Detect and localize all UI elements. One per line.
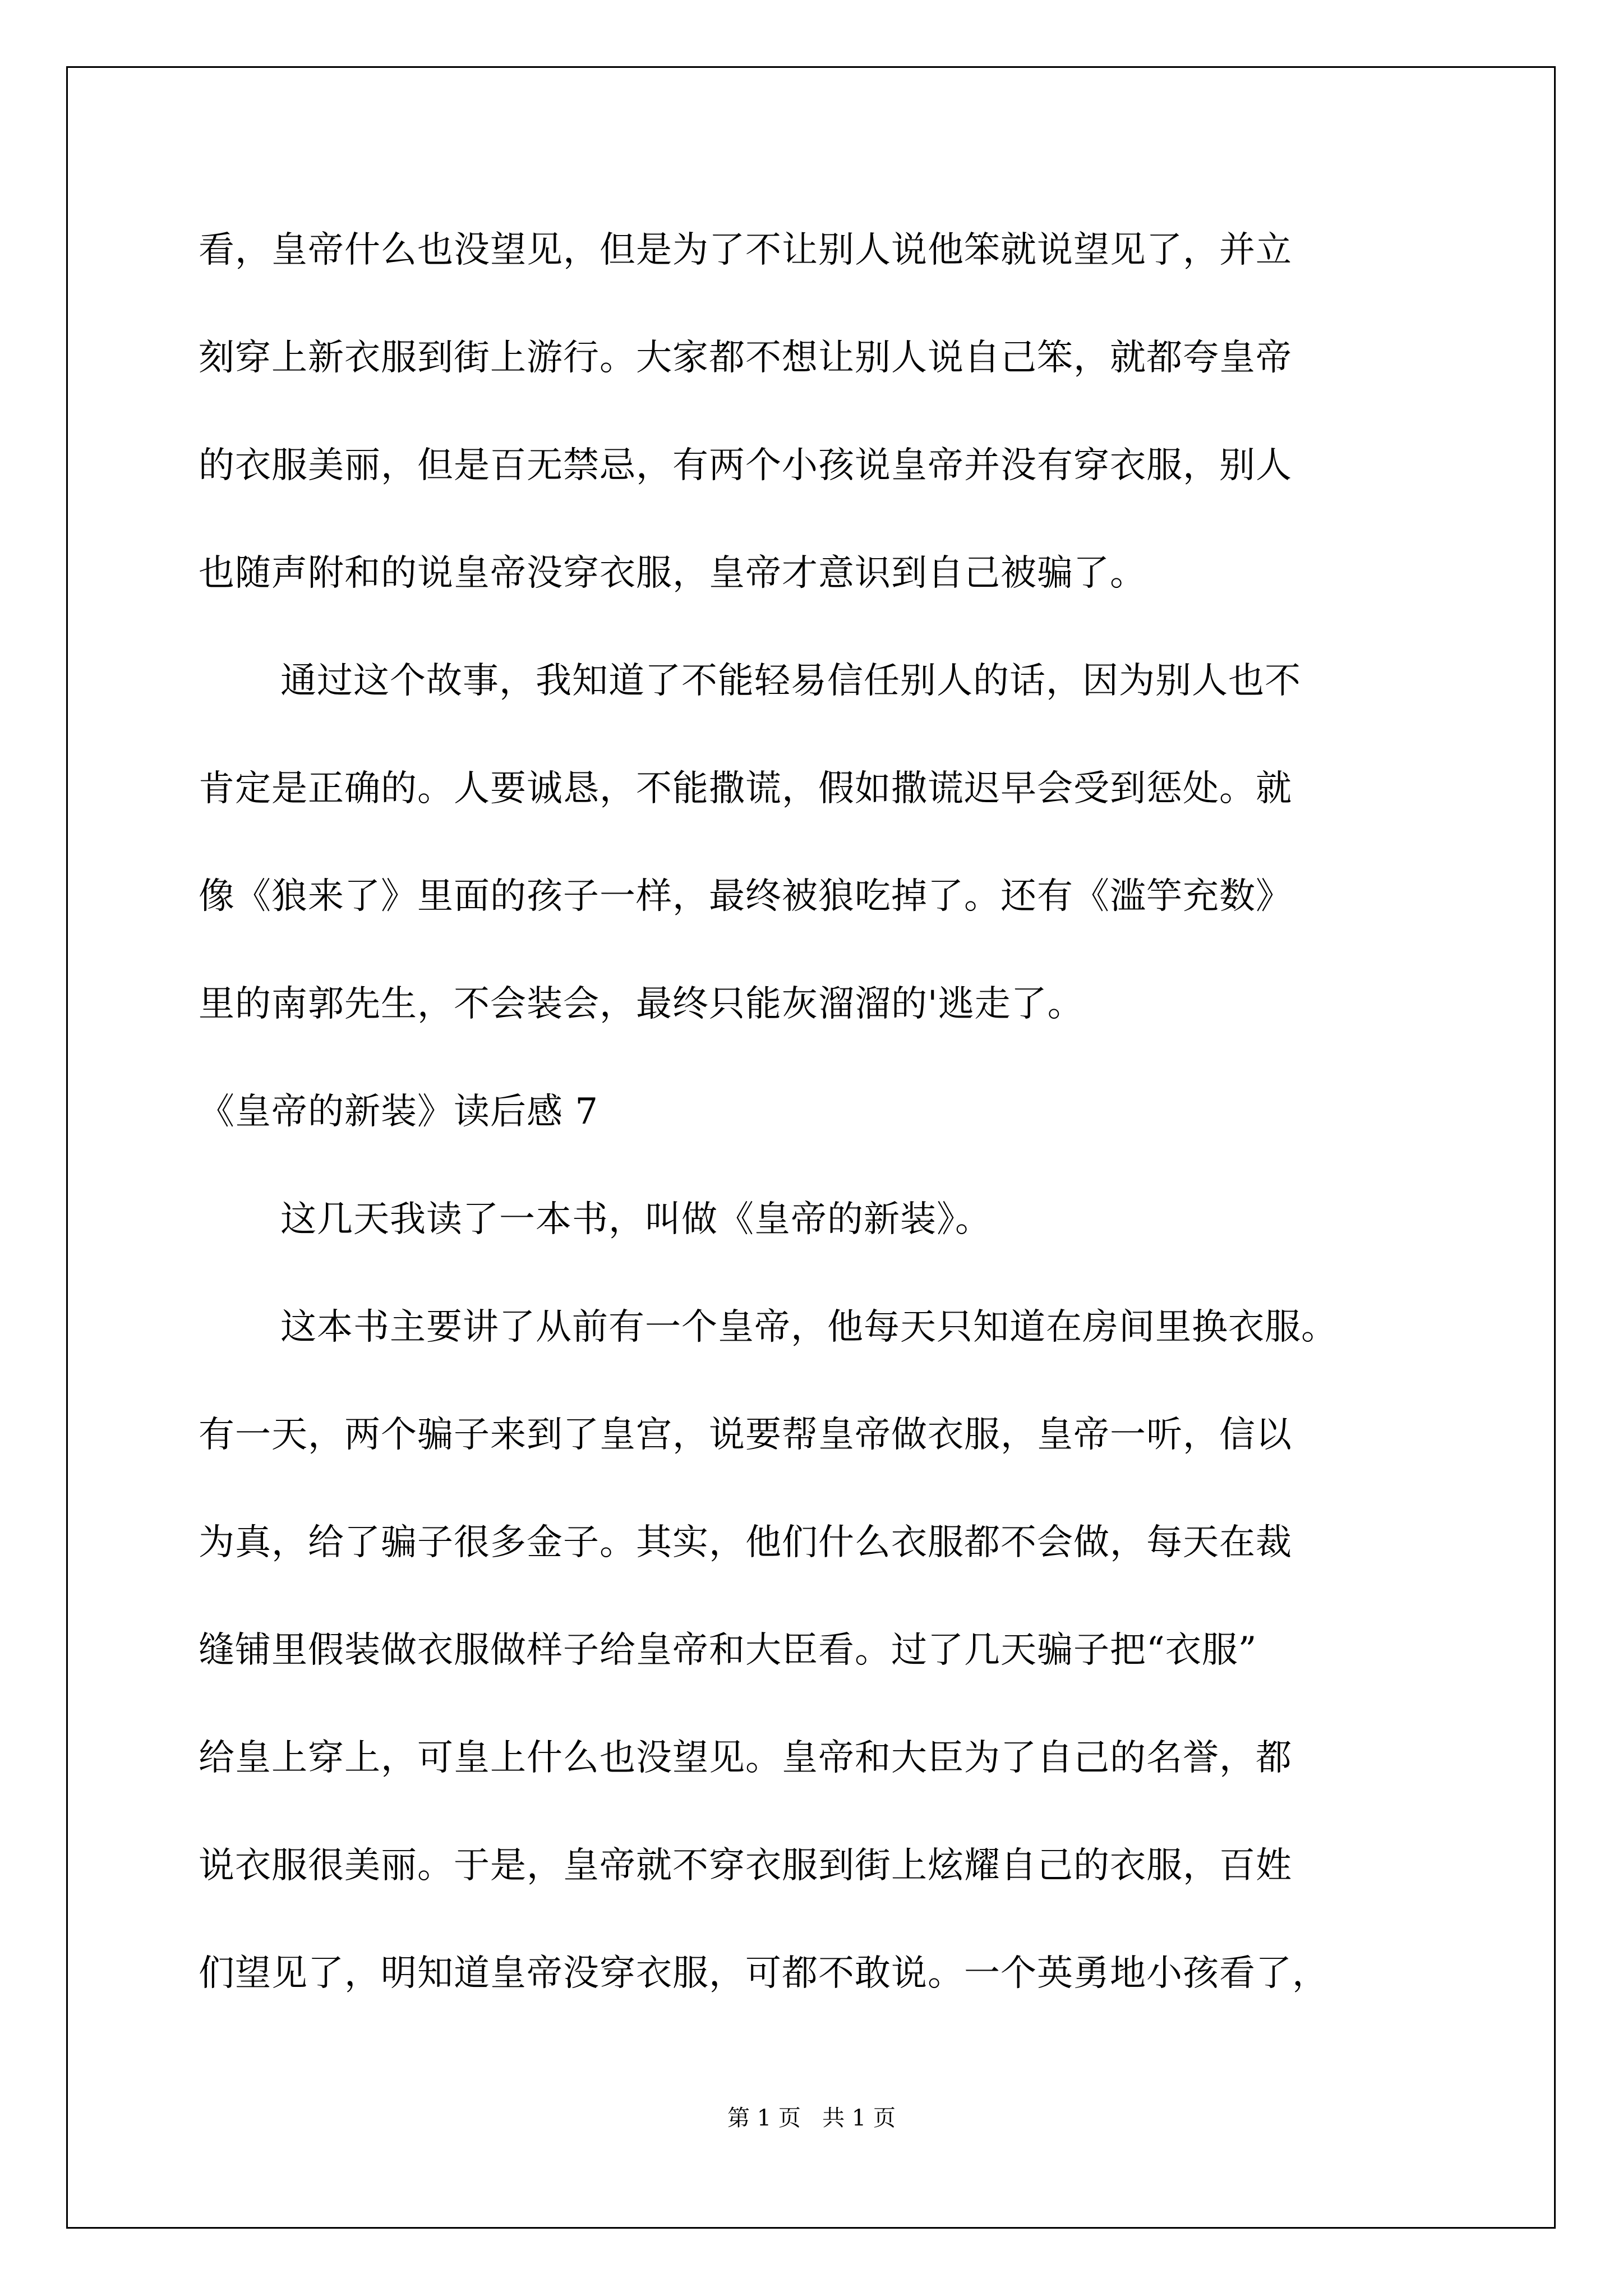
paragraph-first-line: 通过这个故事，我知道了不能轻易信任别人的话，因为别人也不 [280, 660, 1301, 702]
section-heading: 《皇帝的新装》读后感 7 [199, 1091, 599, 1133]
text-line: 也随声附和的说皇帝没穿衣服，皇帝才意识到自己被骗了。 [199, 553, 1146, 594]
paragraph-first-line: 这几天我读了一本书，叫做《皇帝的新装》。 [280, 1199, 992, 1240]
text-line: 的衣服美丽，但是百无禁忌，有两个小孩说皇帝并没有穿衣服，别人 [199, 445, 1292, 486]
text-line: 看，皇帝什么也没望见，但是为了不让别人说他笨就说望见了，并立 [199, 229, 1292, 271]
text-line: 有一天，两个骗子来到了皇宫，说要帮皇帝做衣服，皇帝一听，信以 [199, 1414, 1292, 1456]
text-line: 刻穿上新衣服到街上游行。大家都不想让别人说自己笨，就都夸皇帝 [199, 337, 1292, 379]
text-line: 肯定是正确的。人要诚恳，不能撒谎，假如撒谎迟早会受到惩处。就 [199, 768, 1292, 809]
page-footer: 第 1 页 共 1 页 [727, 2105, 896, 2131]
text-line: 为真，给了骗子很多金子。其实，他们什么衣服都不会做，每天在裁 [199, 1522, 1292, 1563]
text-line: 缝铺里假装做衣服做样子给皇帝和大臣看。过了几天骗子把“衣服” [199, 1630, 1257, 1671]
text-line: 说衣服很美丽。于是，皇帝就不穿衣服到街上炫耀自己的衣服，百姓 [199, 1845, 1292, 1887]
text-line: 里的南郭先生，不会装会，最终只能灰溜溜的'逃走了。 [199, 983, 1084, 1025]
page-border [66, 66, 1556, 2229]
text-line: 像《狼来了》里面的孩子一样，最终被狼吃掉了。还有《滥竽充数》 [199, 876, 1292, 917]
text-line: 们望见了，明知道皇帝没穿衣服，可都不敢说。一个英勇地小孩看了， [199, 1953, 1329, 1994]
text-line: 给皇上穿上，可皇上什么也没望见。皇帝和大臣为了自己的名誉，都 [199, 1737, 1292, 1779]
paragraph-first-line: 这本书主要讲了从前有一个皇帝，他每天只知道在房间里换衣服。 [280, 1306, 1338, 1348]
